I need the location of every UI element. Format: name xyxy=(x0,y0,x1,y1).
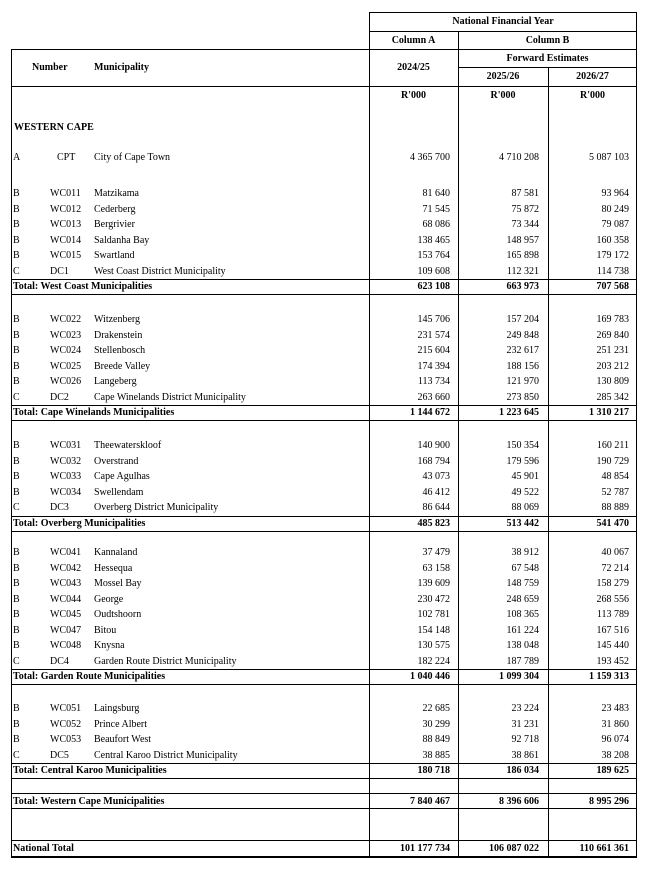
value-cell: 169 783 xyxy=(596,314,629,325)
municipality-cell: Beaufort West xyxy=(94,734,152,745)
category-cell: C xyxy=(13,750,20,761)
col-divider-c xyxy=(548,67,549,858)
total-rule-top xyxy=(11,669,637,670)
district-total-value: 1 040 446 xyxy=(410,671,450,682)
code-cell: WC051 xyxy=(50,703,82,714)
column-a-header: Column A xyxy=(391,35,436,46)
value-cell: 230 472 xyxy=(417,594,450,605)
category-cell: B xyxy=(13,376,20,387)
category-cell: B xyxy=(13,361,20,372)
value-cell: 150 354 xyxy=(506,440,539,451)
municipality-cell: Saldanha Bay xyxy=(94,235,150,246)
code-cell: WC033 xyxy=(50,471,82,482)
municipality-cell: Cederberg xyxy=(94,204,136,215)
value-cell: 145 706 xyxy=(417,314,450,325)
value-cell: 232 617 xyxy=(506,345,539,356)
municipality-cell: George xyxy=(94,594,124,605)
code-cell: WC047 xyxy=(50,625,82,636)
border-right xyxy=(636,12,637,858)
category-cell: C xyxy=(13,392,20,403)
value-cell: 45 901 xyxy=(511,471,539,482)
municipality-cell: Bergrivier xyxy=(94,219,135,230)
value-cell: 87 581 xyxy=(511,188,539,199)
value-cell: 22 685 xyxy=(422,703,450,714)
code-cell: CPT xyxy=(57,152,76,163)
national-total-label: National Total xyxy=(13,843,74,854)
value-cell: 80 249 xyxy=(601,204,629,215)
code-cell: WC045 xyxy=(50,609,82,620)
value-cell: 203 212 xyxy=(596,361,629,372)
district-total-value: 180 718 xyxy=(417,765,450,776)
value-cell: 263 660 xyxy=(417,392,450,403)
value-cell: 148 957 xyxy=(506,235,539,246)
value-cell: 72 214 xyxy=(601,563,629,574)
value-cell: 88 889 xyxy=(601,502,629,513)
value-cell: 121 970 xyxy=(506,376,539,387)
category-cell: B xyxy=(13,734,20,745)
code-cell: WC042 xyxy=(50,563,82,574)
category-cell: B xyxy=(13,204,20,215)
category-cell: A xyxy=(13,152,21,163)
code-cell: DC4 xyxy=(50,656,69,667)
category-cell: B xyxy=(13,345,20,356)
district-total-value: 707 568 xyxy=(596,281,629,292)
municipality-cell: Stellenbosch xyxy=(94,345,146,356)
national-total-2024: 101 177 734 xyxy=(400,843,450,854)
category-cell: B xyxy=(13,487,20,498)
value-cell: 138 465 xyxy=(417,235,450,246)
category-cell: B xyxy=(13,578,20,589)
district-total-value: 541 470 xyxy=(596,518,629,529)
col-divider-a xyxy=(369,12,370,858)
value-cell: 68 086 xyxy=(422,219,450,230)
municipality-cell: Swartland xyxy=(94,250,135,261)
rule-header-bottom xyxy=(11,86,637,87)
value-cell: 81 640 xyxy=(422,188,450,199)
rule-columns xyxy=(11,49,637,50)
district-total-value: 1 099 304 xyxy=(499,671,539,682)
code-cell: DC5 xyxy=(50,750,69,761)
value-cell: 215 604 xyxy=(417,345,450,356)
value-cell: 88 849 xyxy=(422,734,450,745)
district-total-label: Total: Garden Route Municipalities xyxy=(13,671,166,682)
value-cell: 31 231 xyxy=(511,719,539,730)
category-cell: B xyxy=(13,594,20,605)
municipality-cell: Knysna xyxy=(94,640,125,651)
code-cell: WC024 xyxy=(50,345,82,356)
value-2025-cell: 4 710 208 xyxy=(499,152,539,163)
value-cell: 38 861 xyxy=(511,750,539,761)
code-cell: WC026 xyxy=(50,376,82,387)
category-cell: B xyxy=(13,250,20,261)
value-cell: 248 659 xyxy=(506,594,539,605)
border-left xyxy=(11,49,12,858)
province-heading: WESTERN CAPE xyxy=(14,122,94,133)
district-total-label: Total: Overberg Municipalities xyxy=(13,518,146,529)
value-cell: 113 789 xyxy=(596,609,629,620)
value-cell: 158 279 xyxy=(596,578,629,589)
year-2026-header: 2026/27 xyxy=(576,71,609,82)
value-cell: 37 479 xyxy=(422,547,450,558)
value-cell: 43 073 xyxy=(422,471,450,482)
code-cell: WC022 xyxy=(50,314,82,325)
district-total-value: 1 223 645 xyxy=(499,407,539,418)
value-cell: 249 848 xyxy=(506,330,539,341)
category-cell: B xyxy=(13,219,20,230)
total-rule-bottom xyxy=(11,420,637,421)
municipality-cell: Cape Agulhas xyxy=(94,471,150,482)
district-total-value: 186 034 xyxy=(506,765,539,776)
value-2026-cell: 5 087 103 xyxy=(589,152,629,163)
category-cell: B xyxy=(13,235,20,246)
district-total-value: 1 159 313 xyxy=(589,671,629,682)
value-cell: 102 781 xyxy=(417,609,450,620)
value-cell: 86 644 xyxy=(422,502,450,513)
municipality-cell: Drakenstein xyxy=(94,330,143,341)
total-rule-top xyxy=(11,516,637,517)
year-group-header: National Financial Year xyxy=(452,16,554,27)
value-cell: 273 850 xyxy=(506,392,539,403)
year-2025-header: 2025/26 xyxy=(486,71,520,82)
category-cell: B xyxy=(13,314,20,325)
code-cell: WC043 xyxy=(50,578,82,589)
municipality-cell: Kannaland xyxy=(94,547,138,558)
total-rule-top xyxy=(11,279,637,280)
value-cell: 71 545 xyxy=(422,204,450,215)
code-cell: DC2 xyxy=(50,392,69,403)
municipality-cell: Cape Winelands District Municipality xyxy=(94,392,246,403)
code-cell: WC023 xyxy=(50,330,82,341)
province-total-2026: 8 995 296 xyxy=(589,796,629,807)
value-cell: 38 885 xyxy=(422,750,450,761)
value-cell: 63 158 xyxy=(422,563,450,574)
value-cell: 168 794 xyxy=(417,456,450,467)
code-cell: WC041 xyxy=(50,547,82,558)
municipality-cell: Matzikama xyxy=(94,188,139,199)
province-total-label: Total: Western Cape Municipalities xyxy=(13,796,165,807)
column-b-header: Column B xyxy=(525,35,570,46)
province-total-2024: 7 840 467 xyxy=(410,796,450,807)
unit-label-a: R'000 xyxy=(401,90,426,101)
code-cell: WC011 xyxy=(50,188,81,199)
municipality-cell: Prince Albert xyxy=(94,719,148,730)
value-cell: 188 156 xyxy=(506,361,539,372)
value-cell: 40 067 xyxy=(601,547,629,558)
value-cell: 160 358 xyxy=(596,235,629,246)
rule-province-total-top xyxy=(11,793,637,794)
value-cell: 130 809 xyxy=(596,376,629,387)
value-cell: 285 342 xyxy=(596,392,629,403)
value-cell: 75 872 xyxy=(511,204,539,215)
municipality-cell: Mossel Bay xyxy=(94,578,142,589)
category-cell: B xyxy=(13,330,20,341)
value-cell: 52 787 xyxy=(601,487,629,498)
value-cell: 31 860 xyxy=(601,719,629,730)
category-cell: B xyxy=(13,719,20,730)
value-cell: 160 211 xyxy=(596,440,629,451)
code-cell: DC3 xyxy=(50,502,69,513)
value-cell: 148 759 xyxy=(506,578,539,589)
value-cell: 38 912 xyxy=(511,547,539,558)
code-cell: WC048 xyxy=(50,640,82,651)
code-cell: WC015 xyxy=(50,250,82,261)
value-cell: 268 556 xyxy=(596,594,629,605)
category-cell: B xyxy=(13,563,20,574)
code-cell: WC025 xyxy=(50,361,82,372)
value-cell: 23 483 xyxy=(601,703,629,714)
rule-years xyxy=(369,31,637,32)
district-total-value: 623 108 xyxy=(417,281,450,292)
category-cell: B xyxy=(13,609,20,620)
rule-top xyxy=(369,12,637,13)
rule-national-total-top xyxy=(11,840,637,841)
value-cell: 49 522 xyxy=(511,487,539,498)
category-cell: B xyxy=(13,471,20,482)
value-cell: 179 172 xyxy=(596,250,629,261)
value-cell: 167 516 xyxy=(596,625,629,636)
value-cell: 138 048 xyxy=(506,640,539,651)
district-total-label: Total: Central Karoo Municipalities xyxy=(13,765,167,776)
category-cell: B xyxy=(13,640,20,651)
municipality-cell: Bitou xyxy=(94,625,117,636)
code-cell: WC032 xyxy=(50,456,82,467)
municipality-cell: Witzenberg xyxy=(94,314,141,325)
value-cell: 23 224 xyxy=(511,703,539,714)
code-cell: DC1 xyxy=(50,266,69,277)
category-cell: B xyxy=(13,703,20,714)
total-rule-bottom xyxy=(11,294,637,295)
municipality-cell: Swellendam xyxy=(94,487,144,498)
year-2024-header: 2024/25 xyxy=(397,62,430,73)
value-cell: 108 365 xyxy=(506,609,539,620)
value-2024-cell: 4 365 700 xyxy=(410,152,450,163)
district-total-value: 1 144 672 xyxy=(410,407,450,418)
number-header: Number xyxy=(32,62,68,73)
value-cell: 112 321 xyxy=(506,266,539,277)
value-cell: 193 452 xyxy=(596,656,629,667)
municipality-cell: Laingsburg xyxy=(94,703,140,714)
category-cell: C xyxy=(13,502,20,513)
municipality-cell: Garden Route District Municipality xyxy=(94,656,237,667)
forward-estimates-header: Forward Estimates xyxy=(506,53,589,64)
code-cell: WC014 xyxy=(50,235,82,246)
value-cell: 38 208 xyxy=(601,750,629,761)
code-cell: WC012 xyxy=(50,204,82,215)
value-cell: 251 231 xyxy=(596,345,629,356)
value-cell: 153 764 xyxy=(417,250,450,261)
total-rule-top xyxy=(11,405,637,406)
unit-label-b2: R'000 xyxy=(580,90,605,101)
value-cell: 157 204 xyxy=(506,314,539,325)
total-rule-bottom xyxy=(11,778,637,779)
total-rule-bottom xyxy=(11,531,637,532)
value-cell: 48 854 xyxy=(601,471,629,482)
value-cell: 46 412 xyxy=(422,487,450,498)
municipality-cell: Overberg District Municipality xyxy=(94,502,219,513)
code-cell: WC053 xyxy=(50,734,82,745)
category-cell: C xyxy=(13,266,20,277)
value-cell: 140 900 xyxy=(417,440,450,451)
district-total-value: 1 310 217 xyxy=(589,407,629,418)
municipality-cell: City of Cape Town xyxy=(94,152,171,163)
value-cell: 67 548 xyxy=(511,563,539,574)
municipality-cell: Hessequa xyxy=(94,563,133,574)
national-total-2026: 110 661 361 xyxy=(579,843,629,854)
rule-table-bottom xyxy=(11,856,637,858)
total-rule-bottom xyxy=(11,684,637,685)
value-cell: 93 964 xyxy=(601,188,629,199)
code-cell: WC031 xyxy=(50,440,82,451)
value-cell: 96 074 xyxy=(601,734,629,745)
category-cell: B xyxy=(13,625,20,636)
code-cell: WC013 xyxy=(50,219,82,230)
value-cell: 269 840 xyxy=(596,330,629,341)
municipality-cell: Langeberg xyxy=(94,376,137,387)
district-total-value: 663 973 xyxy=(506,281,539,292)
value-cell: 130 575 xyxy=(417,640,450,651)
code-cell: WC044 xyxy=(50,594,82,605)
value-cell: 30 299 xyxy=(422,719,450,730)
municipality-cell: Central Karoo District Municipality xyxy=(94,750,238,761)
value-cell: 73 344 xyxy=(511,219,539,230)
value-cell: 231 574 xyxy=(417,330,450,341)
category-cell: B xyxy=(13,188,20,199)
district-total-value: 513 442 xyxy=(506,518,539,529)
value-cell: 145 440 xyxy=(596,640,629,651)
category-cell: B xyxy=(13,456,20,467)
value-cell: 109 608 xyxy=(417,266,450,277)
municipality-cell: Breede Valley xyxy=(94,361,151,372)
district-total-value: 189 625 xyxy=(596,765,629,776)
municipality-cell: Theewaterskloof xyxy=(94,440,162,451)
district-total-value: 485 823 xyxy=(417,518,450,529)
value-cell: 113 734 xyxy=(417,376,450,387)
municipality-cell: Overstrand xyxy=(94,456,139,467)
municipality-header: Municipality xyxy=(94,62,150,73)
value-cell: 187 789 xyxy=(506,656,539,667)
value-cell: 182 224 xyxy=(417,656,450,667)
municipality-cell: Oudtshoorn xyxy=(94,609,142,620)
value-cell: 139 609 xyxy=(417,578,450,589)
total-rule-top xyxy=(11,763,637,764)
category-cell: B xyxy=(13,440,20,451)
municipality-cell: West Coast District Municipality xyxy=(94,266,226,277)
value-cell: 179 596 xyxy=(506,456,539,467)
value-cell: 190 729 xyxy=(596,456,629,467)
value-cell: 174 394 xyxy=(417,361,450,372)
district-total-label: Total: Cape Winelands Municipalities xyxy=(13,407,175,418)
value-cell: 161 224 xyxy=(506,625,539,636)
allocation-table xyxy=(11,12,637,858)
district-total-label: Total: West Coast Municipalities xyxy=(13,281,153,292)
province-total-2025: 8 396 606 xyxy=(499,796,539,807)
value-cell: 79 087 xyxy=(601,219,629,230)
category-cell: B xyxy=(13,547,20,558)
value-cell: 88 069 xyxy=(511,502,539,513)
unit-label-b1: R'000 xyxy=(490,90,516,101)
code-cell: WC052 xyxy=(50,719,82,730)
value-cell: 92 718 xyxy=(511,734,539,745)
national-total-2025: 106 087 022 xyxy=(489,843,539,854)
value-cell: 154 148 xyxy=(417,625,450,636)
value-cell: 114 738 xyxy=(596,266,629,277)
category-cell: C xyxy=(13,656,20,667)
rule-province-total-bottom xyxy=(11,808,637,809)
code-cell: WC034 xyxy=(50,487,82,498)
value-cell: 165 898 xyxy=(506,250,539,261)
col-divider-b xyxy=(458,32,459,858)
